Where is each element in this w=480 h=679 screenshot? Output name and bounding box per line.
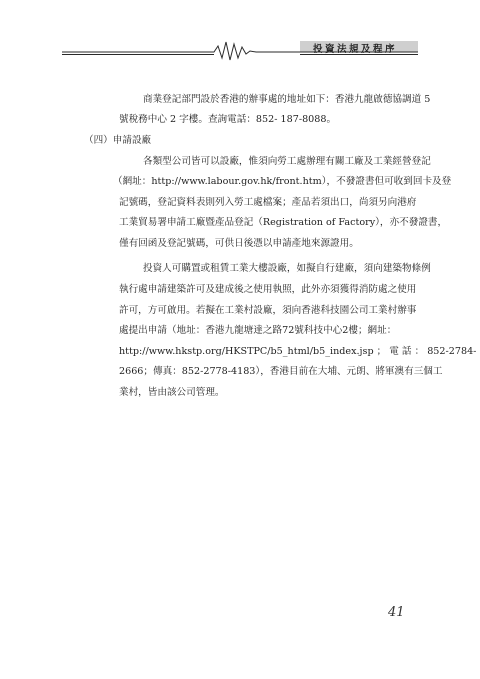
heartbeat-line-icon (0, 38, 480, 62)
section-heading: （四）申請設廠 (84, 135, 152, 146)
paragraph-line: 業村，皆由該公司管理。 (119, 387, 225, 398)
header-title: 投資法規及程序 (313, 44, 398, 55)
paragraph-line: 僅有回函及登記號碼，可供日後憑以申請產地來源證用。 (119, 238, 359, 249)
paragraph-line: 記號碼，登記資料表則列入勞工處檔案；產品若須出口，尚須另向港府 (119, 197, 417, 208)
page-number: 41 (388, 605, 405, 620)
paragraph-line: http://www.hkstp.org/HKSTPC/b5_html/b5_index.jsp ； 電 話 ： 852-2784- (119, 346, 477, 357)
paragraph-line: 投資人可購置或租賃工業大樓設廠，如擬自行建廠，須向建築物條例 (143, 263, 431, 274)
paragraph-line: 許可，方可啟用。若擬在工業村設廠，須向香港科技園公司工業村辦事 (119, 305, 417, 316)
paragraph-line: 處提出申請（地址：香港九龍塘達之路72號科技中心2樓；網址： (119, 325, 397, 336)
paragraph-line: 商業登記部門設於香港的辦事處的地址如下：香港九龍啟德協調道 5 (143, 94, 431, 105)
paragraph-line: 工業貿易署申請工廠暨產品登記（Registration of Factory），亦不發證書， (119, 217, 448, 228)
paragraph-line: 2666；傳真：852-2778-4183），香港目前在大埔、元朗、將軍澳有三個工 (119, 366, 443, 377)
paragraph-line: 號稅務中心 2 字樓。查詢電話：852- 187-8088。 (119, 114, 337, 125)
paragraph-line: 各類型公司皆可以設廠，惟須向勞工處辦理有關工廠及工業經營登記 (143, 156, 431, 167)
paragraph-line: （網址：http://www.labour.gov.hk/front.htm），不發證書但可收到回卡及登 (113, 176, 452, 187)
paragraph-line: 執行處申請建築許可及建成後之使用執照，此外亦須獲得消防處之使用 (119, 284, 417, 295)
running-header (0, 38, 480, 62)
